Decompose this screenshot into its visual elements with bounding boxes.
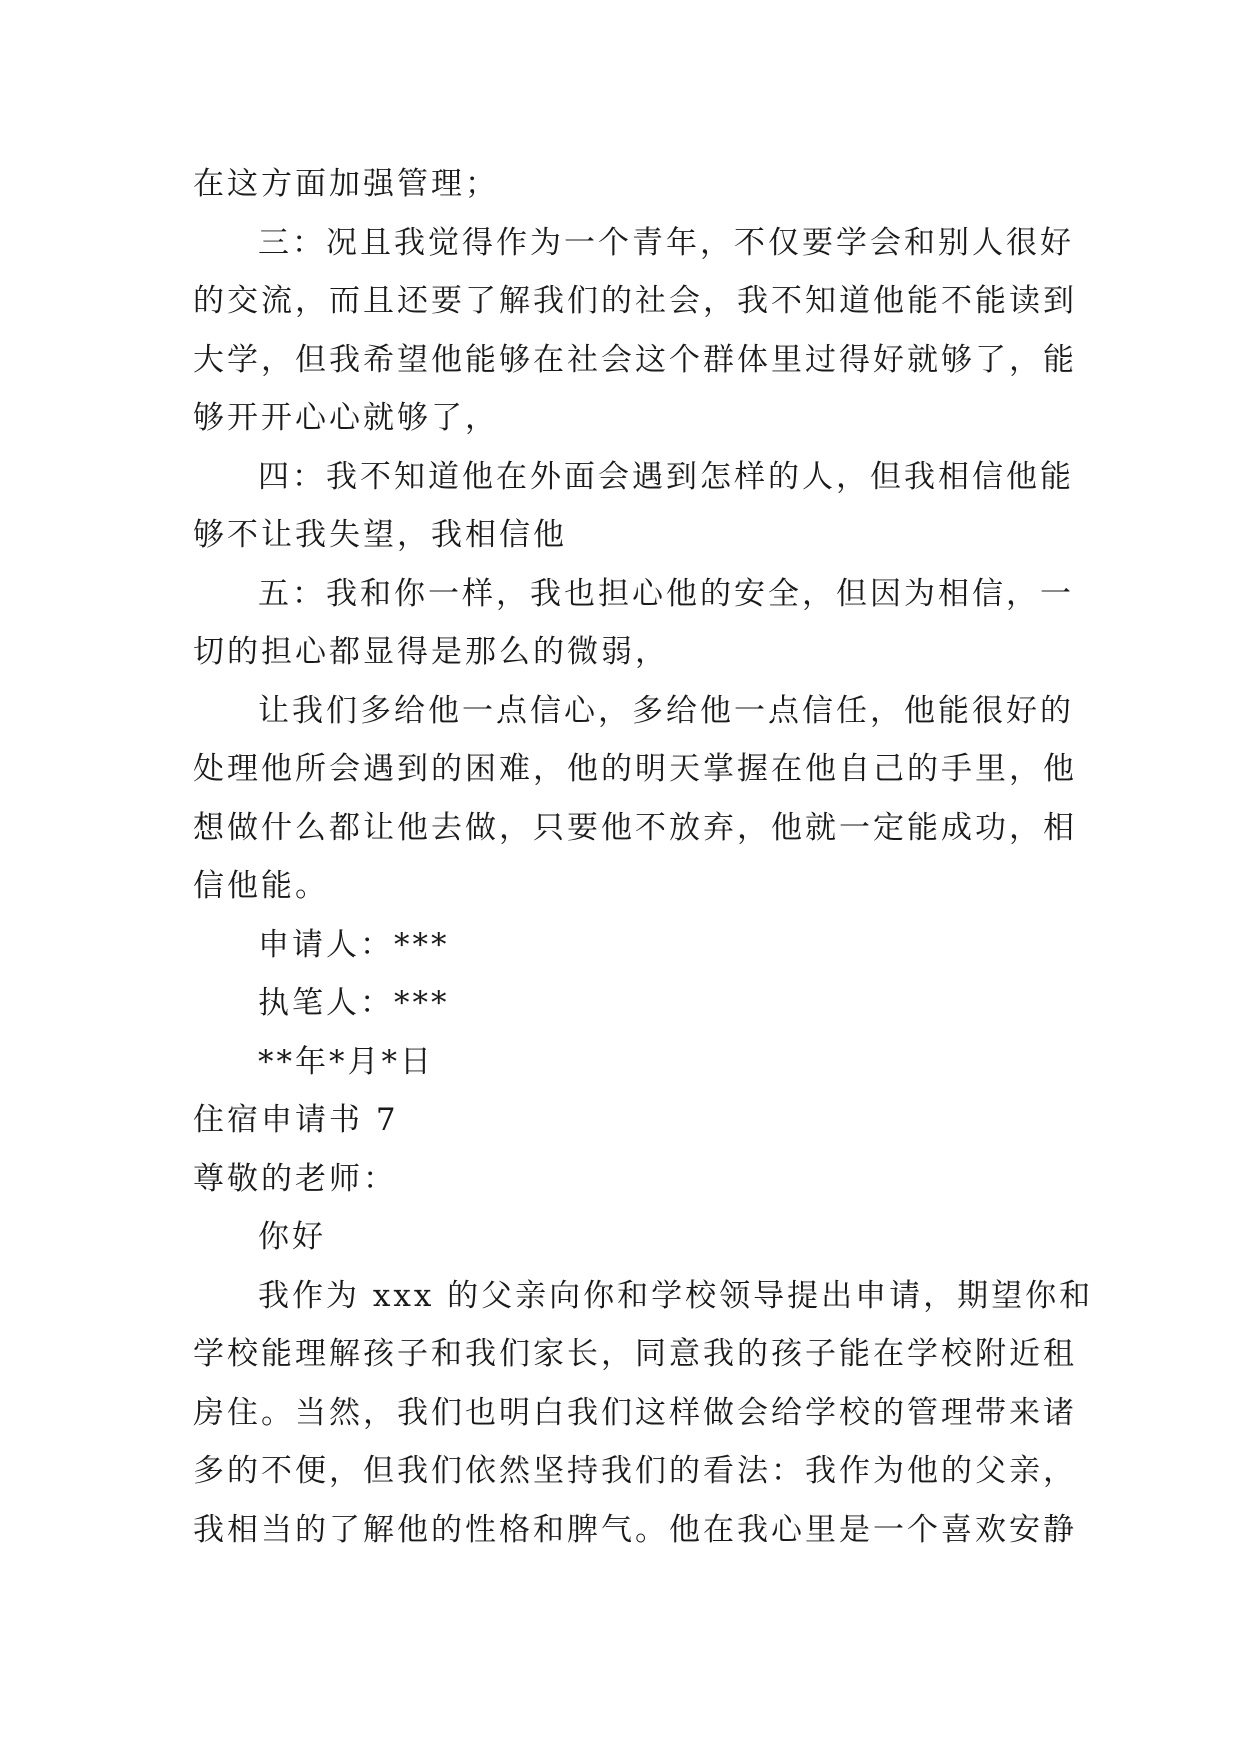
text-line: 够开开心心就够了， <box>193 400 499 436</box>
applicant-line: 申请人：*** <box>258 926 450 963</box>
text-line: 切的担心都显得是那么的微弱， <box>193 634 669 670</box>
text-line: 想做什么都让他去做，只要他不放弃，他就一定能成功，相 <box>193 809 1077 846</box>
text-line: 大学，但我希望他能够在社会这个群体里过得好就够了，能 <box>193 341 1077 378</box>
text-line: 我作为 xxx 的父亲向你和学校领导提出申请，期望你和 <box>258 1277 1094 1314</box>
greeting: 你好 <box>258 1219 326 1255</box>
text-line: 学校能理解孩子和我们家长，同意我的孩子能在学校附近租 <box>193 1336 1077 1372</box>
text-line: 的交流，而且还要了解我们的社会，我不知道他能不能读到 <box>193 283 1077 319</box>
text-line: 处理他所会遇到的困难，他的明天掌握在他自己的手里，他 <box>193 751 1077 787</box>
text-line: 让我们多给他一点信心，多给他一点信任，他能很好的 <box>258 692 1074 729</box>
text-line: 五：我和你一样，我也担心他的安全，但因为相信，一 <box>258 575 1074 612</box>
text-line: 四：我不知道他在外面会遇到怎样的人，但我相信他能 <box>258 458 1074 495</box>
text-line: 信他能。 <box>193 868 329 904</box>
text-line: 房住。当然，我们也明白我们这样做会给学校的管理带来诸 <box>193 1394 1077 1431</box>
text-line: 在这方面加强管理； <box>193 166 499 202</box>
date-line: **年*月*日 <box>258 1043 434 1080</box>
section-title: 住宿申请书 7 <box>193 1102 399 1138</box>
text-line: 多的不便，但我们依然坚持我们的看法：我作为他的父亲， <box>193 1453 1077 1489</box>
salutation: 尊敬的老师： <box>193 1160 397 1197</box>
text-line: 我相当的了解他的性格和脾气。他在我心里是一个喜欢安静 <box>193 1511 1077 1548</box>
writer-line: 执笔人：*** <box>258 985 450 1021</box>
text-line: 三：况且我觉得作为一个青年，不仅要学会和别人很好 <box>258 224 1074 261</box>
document-body <box>193 155 1094 1559</box>
text-line: 够不让我失望，我相信他 <box>193 517 567 553</box>
